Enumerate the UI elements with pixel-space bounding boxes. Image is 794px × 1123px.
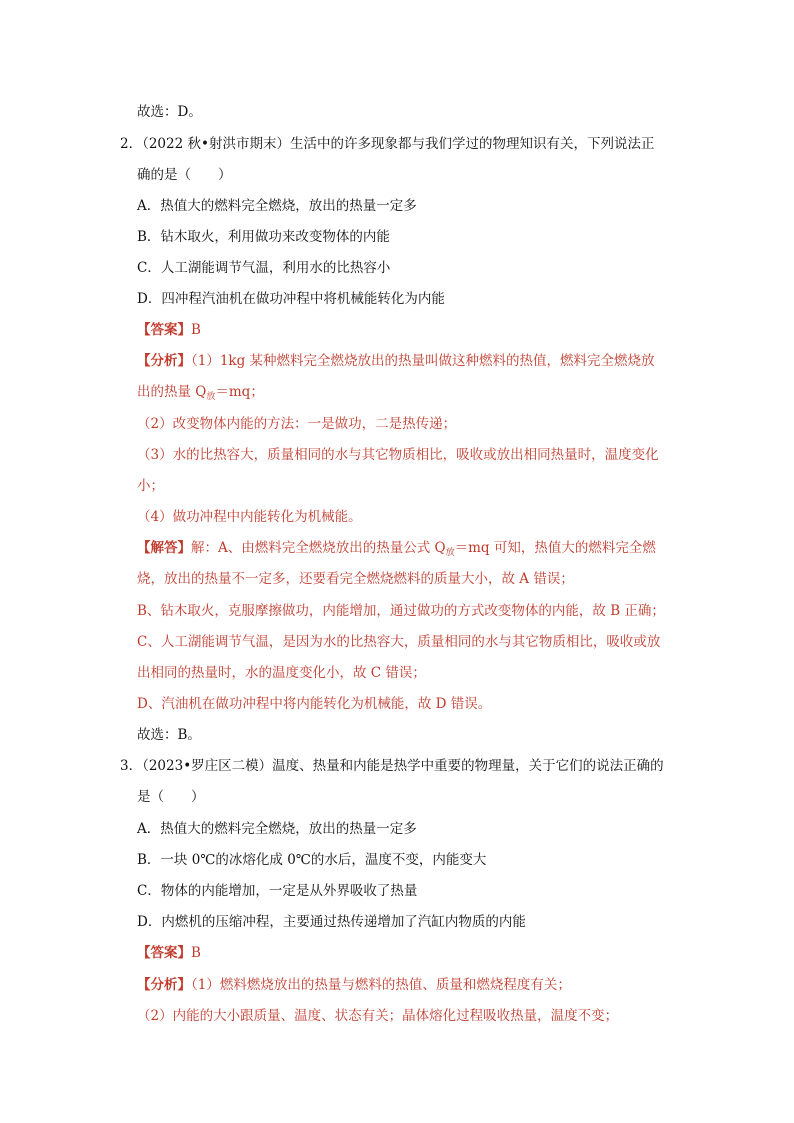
q1-final: 故选：D。 <box>137 104 202 120</box>
q2-stem-line1: 2．（2022 秋•射洪市期末）生活中的许多现象都与我们学过的物理知识有关，下列说法正 <box>120 136 655 152</box>
q2-option-c: C．人工湖能调节气温，利用水的比热容小 <box>137 260 391 276</box>
q2-solution-1b: 烧，放出的热量不一定多，还要看完全燃烧燃料的质量大小，故 A 错误； <box>137 571 574 587</box>
q2-answer: 【答案】B <box>137 322 201 338</box>
q2-analysis-3a: （3）水的比热容大，质量相同的水与其它物质相比，吸收或放出相同热量时，温度变化 <box>137 447 659 463</box>
q2-solution-1a: 【解答】解：A、由燃料完全燃烧放出的热量公式 $Q_放=mq$ 可知，热值大的燃料完全燃 <box>137 540 656 558</box>
q2-solution-3b: 出相同的热量时，水的温度变化小，故 C 错误； <box>137 665 426 681</box>
q2-stem-line2: 确的是（ ） <box>137 167 232 183</box>
q3-option-b: B．一块 0℃的冰熔化成 0℃的水后，温度不变，内能变大 <box>137 852 487 868</box>
q3-answer: 【答案】B <box>137 945 201 961</box>
q2-final: 故选：B。 <box>137 727 201 743</box>
q2-number: 2． <box>120 136 143 152</box>
q3-option-a: A．热值大的燃料完全燃烧，放出的热量一定多 <box>137 821 417 837</box>
q2-option-d: D．四冲程汽油机在做功冲程中将机械能转化为内能 <box>137 291 445 307</box>
q2-analysis-1a: 【分析】（1）1kg 某种燃料完全燃烧放出的热量叫做这种燃料的热值，燃料完全燃烧放 <box>137 353 655 369</box>
q2-analysis-4: （4）做功冲程中内能转化为机械能。 <box>137 509 362 525</box>
q2-analysis-3b: 小； <box>137 478 164 494</box>
q2-analysis-1b: 出的热量 $Q_放=mq$； <box>137 384 264 402</box>
q3-option-c: C．物体的内能增加，一定是从外界吸收了热量 <box>137 883 418 899</box>
q2-option-a: A．热值大的燃料完全燃烧，放出的热量一定多 <box>137 198 417 214</box>
q3-option-d: D．内燃机的压缩冲程，主要通过热传递增加了汽缸内物质的内能 <box>137 914 526 930</box>
q2-analysis-2: （2）改变物体内能的方法：一是做功，二是热传递； <box>137 416 457 432</box>
q3-analysis-1: 【分析】（1）燃料燃烧放出的热量与燃料的热值、质量和燃烧程度有关； <box>137 977 571 993</box>
q3-stem-line1: 3．（2023•罗庄区二模）温度、热量和内能是热学中重要的物理量，关于它们的说法正确的 <box>120 758 664 774</box>
q3-analysis-2: （2）内能的大小跟质量、温度、状态有关；晶体熔化过程吸收热量，温度不变； <box>137 1008 619 1024</box>
q3-stem-line2: 是（ ） <box>137 789 205 805</box>
q2-solution-3a: C、人工湖能调节气温，是因为水的比热容大，质量相同的水与其它物质相比，吸收或放 <box>137 634 661 650</box>
q2-option-b: B．钻木取火，利用做功来改变物体的内能 <box>137 229 390 245</box>
q2-solution-4: D、汽油机在做功冲程中将内能转化为机械能，故 D 错误。 <box>137 696 492 712</box>
q2-solution-2: B、钻木取火，克服摩擦做功，内能增加，通过做功的方式改变物体的内能，故 B 正确； <box>137 603 665 619</box>
q3-number: 3． <box>120 758 143 774</box>
